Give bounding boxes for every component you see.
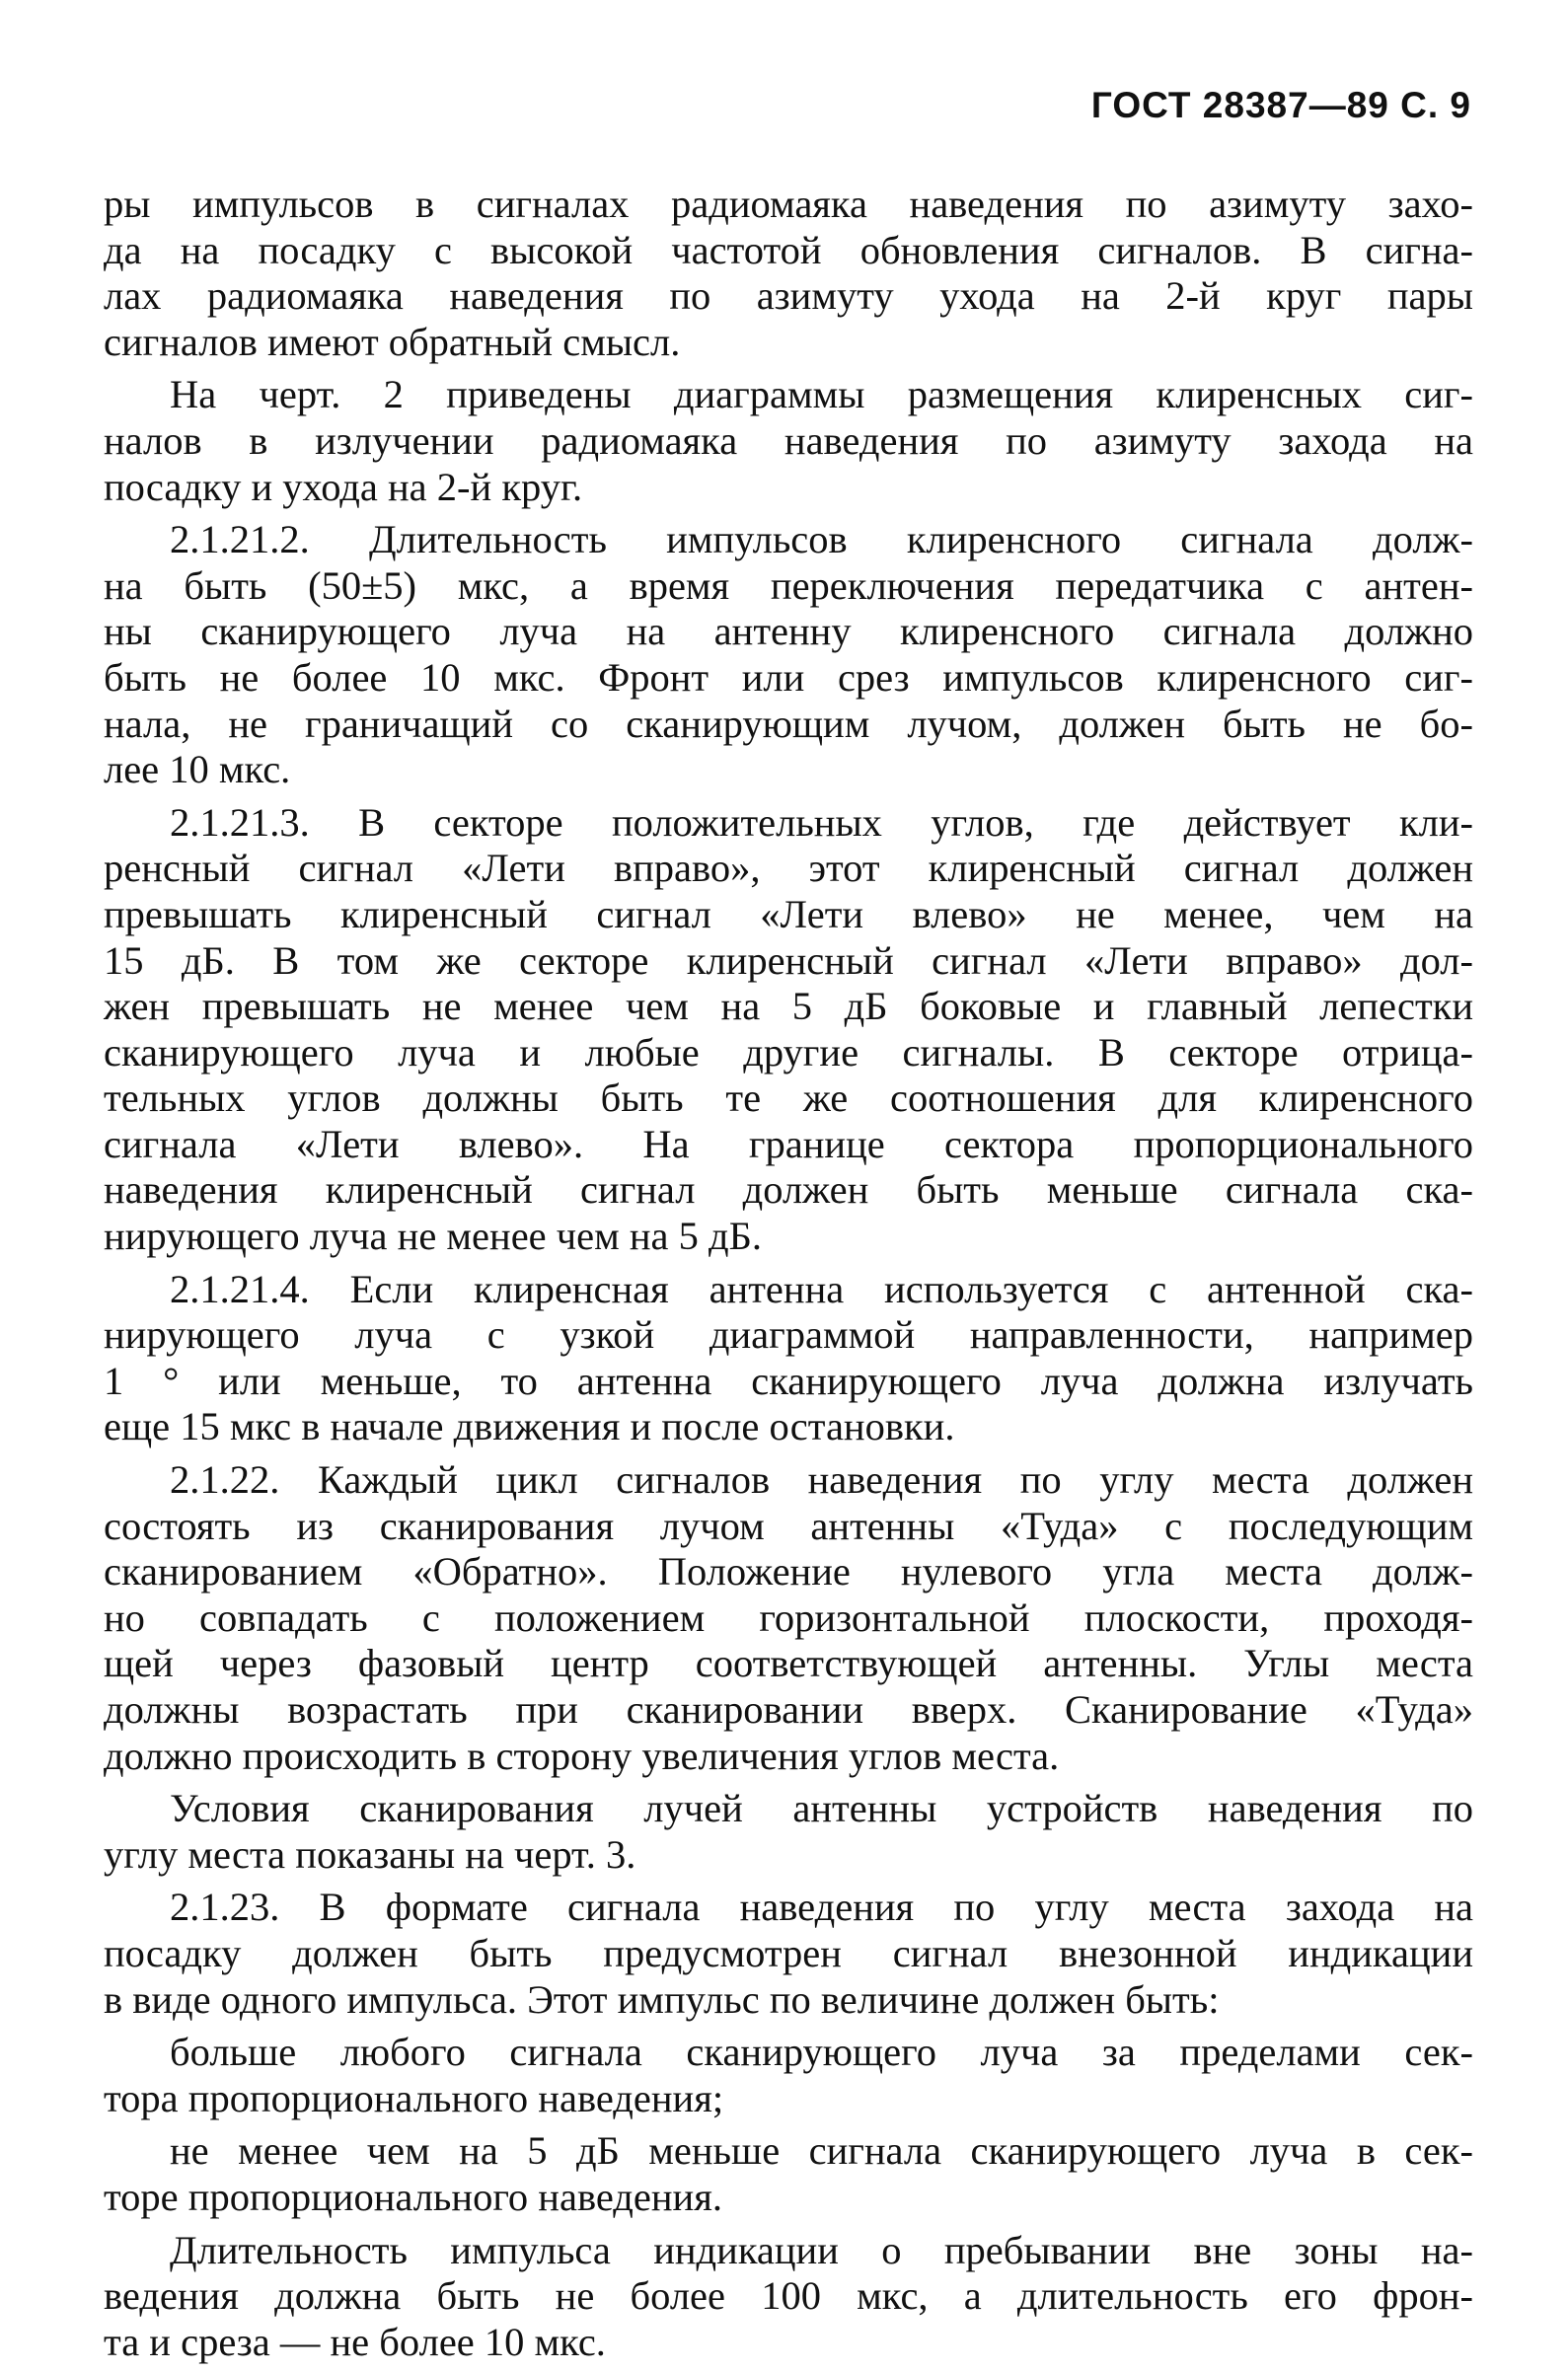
text-line: ры импульсов в сигналах радиомаяка наведения по азимуту захо- (104, 182, 1473, 226)
text-line: не менее чем на 5 дБ меньше сигнала сканирующего луча в сек- (170, 2128, 1473, 2174)
text-line: углу места показаны на черт. 3. (104, 1831, 636, 1877)
text-line: 2.1.21.4. Если клиренсная антенна используется с антенной ска- (170, 1266, 1473, 1311)
text-line: лее 10 мкс. (104, 747, 291, 792)
text-line: наведения клиренсный сигнал должен быть меньше сигнала ска- (104, 1167, 1473, 1213)
text-line: посадку должен быть предусмотрен сигнал внезонной индикации (104, 1930, 1473, 1975)
text-line: 2.1.21.2. Длительность импульсов клиренсного сигнала долж- (170, 517, 1473, 562)
text-line: 2.1.22. Каждый цикл сигналов наведения по углу места должен (170, 1457, 1473, 1503)
text-line: превышать клиренсный сигнал «Лети влево» не менее, чем на (104, 891, 1473, 936)
text-line: сигнала «Лети влево». На границе сектора пропорционального (104, 1121, 1473, 1166)
text-line: 15 дБ. В том же секторе клиренсный сигнал «Лети вправо» дол- (104, 937, 1473, 983)
text-line: сканирующего луча и любые другие сигналы. В секторе отрица- (104, 1029, 1473, 1075)
text-line: посадку и ухода на 2-й круг. (104, 464, 583, 509)
paragraph (104, 800, 1473, 1260)
paragraph (104, 1786, 1473, 1878)
page-header: ГОСТ 28387—89 С. 9 (1090, 85, 1471, 125)
text-line: еще 15 мкс в начале движения и после остановки. (104, 1404, 955, 1449)
text-line: 2.1.23. В формате сигнала наведения по углу места захода на (170, 1885, 1473, 1930)
paragraph (104, 1267, 1473, 1450)
text-line: 1 ° или меньше, то антенна сканирующего луча должна излучать (104, 1358, 1473, 1403)
text-line: 2.1.21.3. В секторе положительных углов, где действует кли- (170, 799, 1473, 845)
paragraph (104, 2128, 1473, 2220)
text-line: нирующего луча с узкой диаграммой направленности, например (104, 1312, 1473, 1358)
text-line: ны сканирующего луча на антенну клиренсного сигнала должно (104, 609, 1473, 654)
text-line: сканированием «Обратно». Положение нулевого угла места долж- (104, 1549, 1473, 1594)
text-line: но совпадать с положением горизонтальной плоскости, проходя- (104, 1594, 1473, 1640)
document-body (104, 182, 1473, 2372)
text-line: состоять из сканирования лучом антенны «Туда» с последующим (104, 1503, 1473, 1548)
paragraph (104, 182, 1473, 365)
text-line: нирующего луча не менее чем на 5 дБ. (104, 1214, 763, 1259)
paragraph (104, 1885, 1473, 2023)
text-line: жен превышать не менее чем на 5 дБ боковые и главный лепестки (104, 984, 1473, 1029)
text-line: быть не более 10 мкс. Фронт или срез импульсов клиренсного сиг- (104, 654, 1473, 700)
text-line: в виде одного импульса. Этот импульс по величине должен быть: (104, 1976, 1220, 2022)
text-line: Длительность импульса индикации о пребывании вне зоны на- (170, 2227, 1473, 2272)
text-line: да на посадку с высокой частотой обновления сигналов. В сигна- (104, 227, 1473, 272)
text-line: тора пропорционального наведения; (104, 2075, 724, 2120)
paragraph (104, 2030, 1473, 2121)
text-line: сигналов имеют обратный смысл. (104, 319, 681, 364)
text-line: должно происходить в сторону увеличения углов места. (104, 1733, 1060, 1778)
paragraph (104, 517, 1473, 793)
text-line: та и среза — не более 10 мкс. (104, 2319, 606, 2364)
text-line: на быть (50±5) мкс, а время переключения передатчика с антен- (104, 562, 1473, 608)
paragraph (104, 2228, 1473, 2366)
text-line: торе пропорционального наведения. (104, 2174, 722, 2219)
text-line: ведения должна быть не более 100 мкс, а длительность его фрон- (104, 2273, 1473, 2319)
text-line: Условия сканирования лучей антенны устройств наведения по (170, 1786, 1473, 1831)
text-line: ренсный сигнал «Лети вправо», этот клиренсный сигнал должен (104, 846, 1473, 891)
paragraph (104, 1457, 1473, 1779)
text-line: тельных углов должны быть те же соотношения для клиренсного (104, 1075, 1473, 1121)
text-line: больше любого сигнала сканирующего луча за пределами сек- (170, 2030, 1473, 2075)
text-line: нала, не граничащий со сканирующим лучом, должен быть не бо- (104, 701, 1473, 746)
paragraph (104, 372, 1473, 510)
text-line: На черт. 2 приведены диаграммы размещения клиренсных сиг- (170, 372, 1473, 417)
text-line: должны возрастать при сканировании вверх. Сканирование «Туда» (104, 1687, 1473, 1732)
text-line: лах радиомаяка наведения по азимуту ухода на 2-й круг пары (104, 273, 1473, 319)
text-line: щей через фазовый центр соответствующей антенны. Углы места (104, 1641, 1473, 1686)
text-line: налов в излучении радиомаяка наведения по азимуту захода на (104, 417, 1473, 463)
